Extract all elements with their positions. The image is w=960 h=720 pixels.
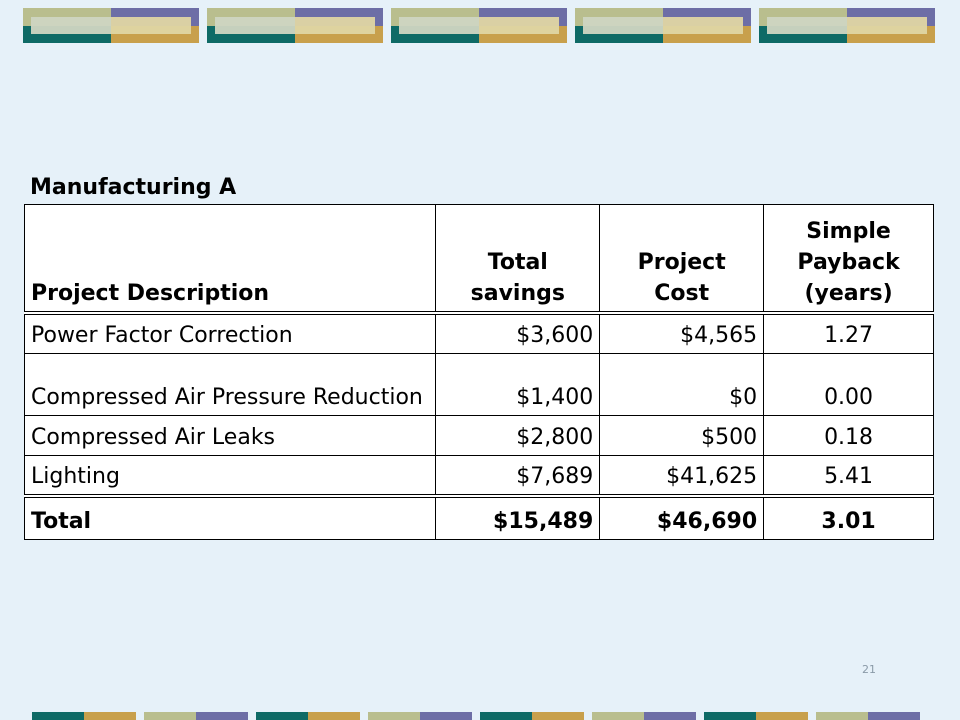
table-total-row: [25, 496, 934, 540]
cell-description: Lighting: [25, 456, 436, 496]
cell-savings: $1,400: [436, 354, 600, 416]
total-savings: $15,489: [436, 496, 600, 540]
decor-tile: [391, 8, 567, 43]
header-total-savings: Total savings: [436, 205, 600, 313]
cell-payback: 0.18: [764, 416, 934, 456]
cell-cost: $4,565: [600, 313, 764, 354]
table-title: Manufacturing A: [30, 175, 237, 200]
total-payback: 3.01: [764, 496, 934, 540]
cell-payback: 5.41: [764, 456, 934, 496]
total-label: Total: [25, 496, 436, 540]
header-project-description: Project Description: [25, 205, 436, 313]
table-header-row: [25, 205, 934, 313]
header-simple-payback: Simple Payback (years): [764, 205, 934, 313]
decor-tile: [207, 8, 383, 43]
cell-description: Power Factor Correction: [25, 313, 436, 354]
table-row: [25, 354, 934, 416]
decor-tile: [759, 8, 935, 43]
table-row: [25, 456, 934, 496]
cell-cost: $0: [600, 354, 764, 416]
cell-description: Compressed Air Pressure Reduction: [25, 354, 436, 416]
header-project-cost: Project Cost: [600, 205, 764, 313]
page-number: 21: [862, 663, 876, 676]
top-decorative-band: [0, 0, 960, 50]
cell-cost: $41,625: [600, 456, 764, 496]
cell-cost: $500: [600, 416, 764, 456]
cell-savings: $3,600: [436, 313, 600, 354]
cell-payback: 0.00: [764, 354, 934, 416]
total-cost: $46,690: [600, 496, 764, 540]
cell-savings: $7,689: [436, 456, 600, 496]
cell-description: Compressed Air Leaks: [25, 416, 436, 456]
table-row: [25, 416, 934, 456]
decor-tile: [23, 8, 199, 43]
decor-tile: [575, 8, 751, 43]
bottom-decorative-band: [0, 712, 960, 720]
savings-table: [24, 204, 934, 540]
table-row: [25, 313, 934, 354]
cell-payback: 1.27: [764, 313, 934, 354]
cell-savings: $2,800: [436, 416, 600, 456]
